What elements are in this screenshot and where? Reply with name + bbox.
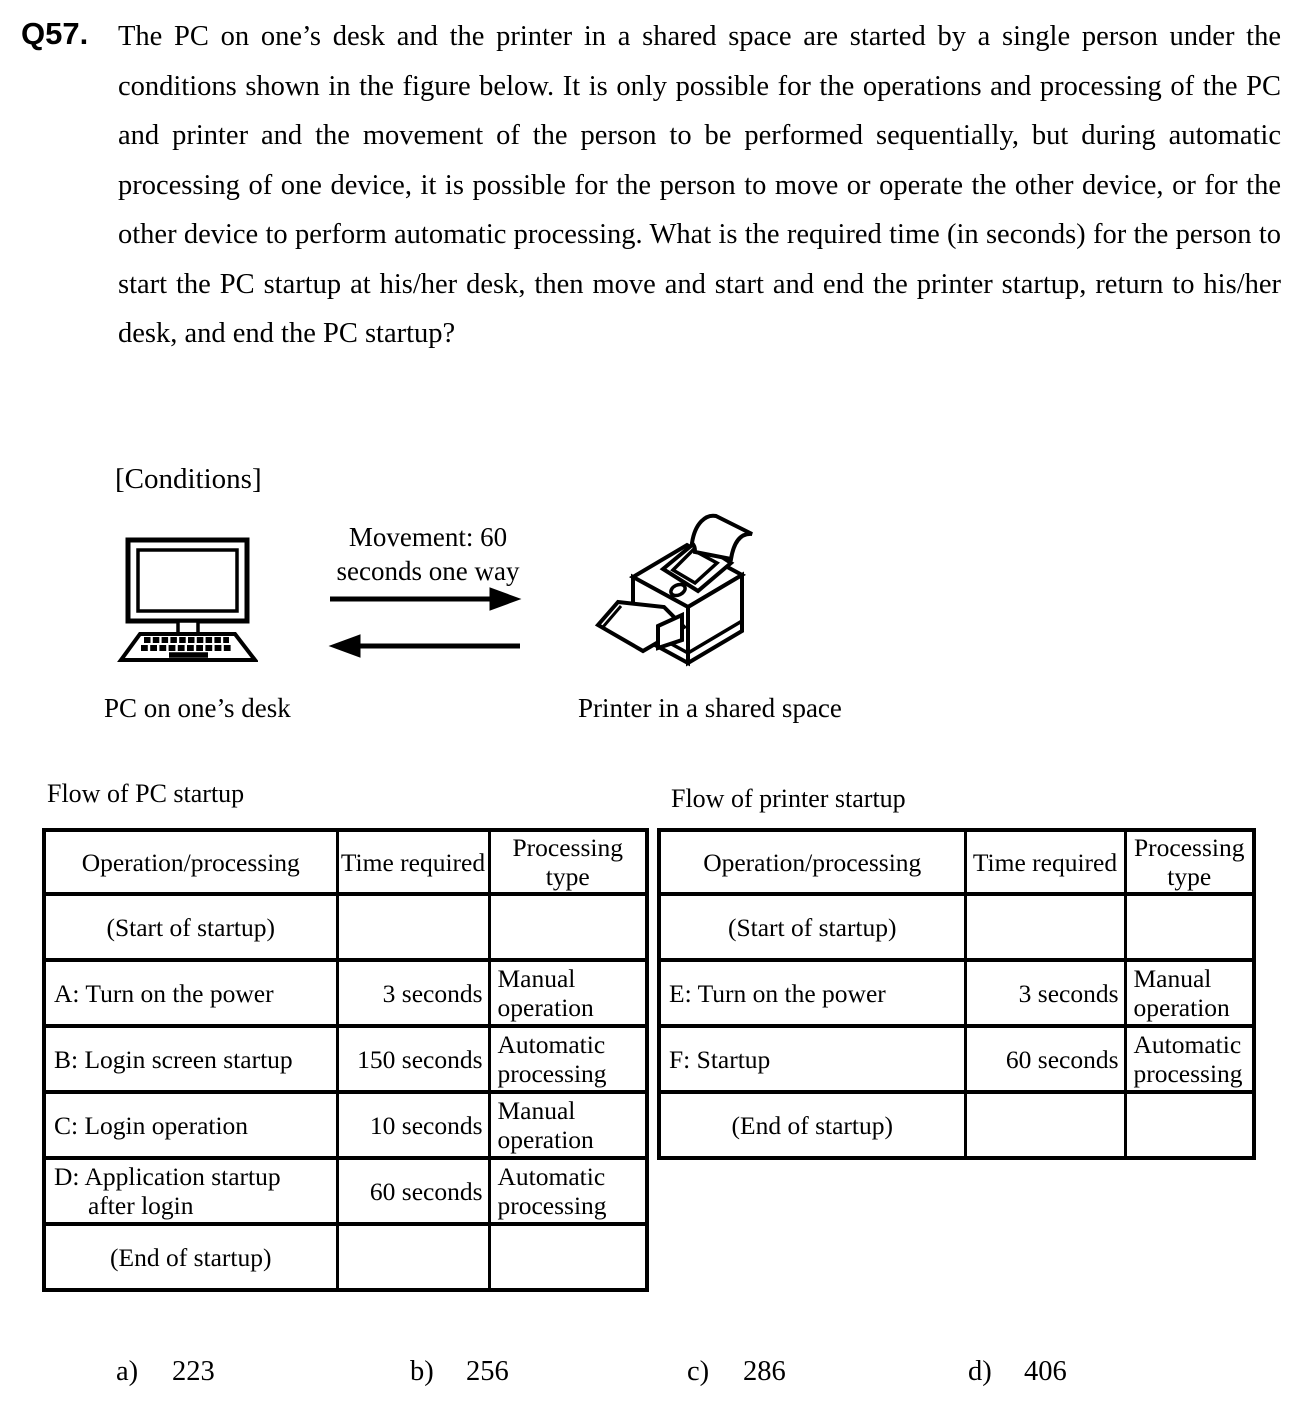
cell-time: 60 seconds [965, 1026, 1125, 1092]
table-row [44, 1026, 647, 1092]
column-header-time: Time required [965, 830, 1125, 894]
table-row [44, 1092, 647, 1158]
table-header-row [659, 830, 1254, 894]
table-row [659, 1092, 1254, 1158]
pc-label: PC on one’s desk [104, 693, 291, 723]
cell-time: 60 seconds [337, 1158, 489, 1224]
column-header-type: Processing type [489, 830, 647, 894]
table-row [659, 894, 1254, 960]
pc-table-title: Flow of PC startup [47, 779, 245, 808]
cell-type: Automatic processing [489, 1158, 647, 1224]
option-a [116, 1356, 215, 1388]
cell-time [965, 1092, 1125, 1158]
desktop-pc-icon [116, 532, 258, 664]
column-header-type: Processing type [1125, 830, 1254, 894]
cell-operation: A: Turn on the power [44, 960, 337, 1026]
column-header-operation: Operation/processing [44, 830, 337, 894]
printer-startup-table [657, 828, 1256, 1160]
option-b [410, 1356, 509, 1388]
cell-operation: F: Startup [659, 1026, 965, 1092]
option-value: 223 [172, 1356, 215, 1387]
cell-operation: E: Turn on the power [659, 960, 965, 1026]
cell-type [1125, 1092, 1254, 1158]
cell-time [337, 1224, 489, 1290]
table-header-row [44, 830, 647, 894]
table-row [659, 960, 1254, 1026]
question-number: Q57. [21, 16, 89, 51]
cell-type [489, 1224, 647, 1290]
table-row [44, 894, 647, 960]
cell-type [489, 894, 647, 960]
question-text: The PC on one’s desk and the printer in a shared space are started by a single person under the conditions shown in the figure below. It is only possible for the operations and processing of the PC and printer and the movement of the person to be performed sequentially, but during automatic processing of one device, it is possible for the person to move or operate the other device, or for the other device to perform automatic processing. What is the required time (in seconds) for the person to start the PC startup at his/her desk, then move and start and end the printer startup, return to his/her desk, and end the PC startup? [118, 21, 1281, 349]
cell-operation: (Start of startup) [44, 894, 337, 960]
movement-label [323, 520, 533, 588]
cell-operation: C: Login operation [44, 1092, 337, 1158]
option-letter: d) [968, 1356, 992, 1387]
cell-type: Automatic processing [1125, 1026, 1254, 1092]
movement-arrows [323, 583, 533, 668]
cell-type [1125, 894, 1254, 960]
option-value: 286 [743, 1356, 786, 1387]
option-d [968, 1356, 1067, 1388]
cell-time [337, 894, 489, 960]
arrow-left-icon [330, 635, 520, 657]
table-row [44, 960, 647, 1026]
table-row [44, 1224, 647, 1290]
cell-time: 3 seconds [965, 960, 1125, 1026]
printer-paper [692, 516, 752, 559]
printer-table-title: Flow of printer startup [671, 784, 906, 813]
pc-startup-table [42, 828, 649, 1292]
cell-type: Automatic processing [489, 1026, 647, 1092]
option-value: 256 [466, 1356, 509, 1387]
cell-time: 3 seconds [337, 960, 489, 1026]
cell-operation: (Start of startup) [659, 894, 965, 960]
cell-type: Manual operation [489, 1092, 647, 1158]
cell-operation: D: Application startup after login [44, 1158, 337, 1224]
option-c [687, 1356, 786, 1388]
option-letter: b) [410, 1356, 434, 1387]
option-value: 406 [1024, 1356, 1067, 1387]
table-row [44, 1158, 647, 1224]
cell-type: Manual operation [1125, 960, 1254, 1026]
cell-operation: (End of startup) [44, 1224, 337, 1290]
cell-operation: B: Login screen startup [44, 1026, 337, 1092]
cell-time: 150 seconds [337, 1026, 489, 1092]
conditions-heading: [Conditions] [115, 463, 262, 495]
column-header-operation: Operation/processing [659, 830, 965, 894]
option-letter: a) [116, 1356, 139, 1387]
movement-label-line2: seconds one way [336, 556, 520, 586]
column-header-time: Time required [337, 830, 489, 894]
table-row [659, 1026, 1254, 1092]
arrow-right-icon [330, 588, 520, 610]
printer-icon [585, 495, 770, 685]
cell-time [965, 894, 1125, 960]
option-letter: c) [687, 1356, 710, 1387]
cell-type: Manual operation [489, 960, 647, 1026]
monitor-screen [138, 550, 237, 611]
cell-operation: (End of startup) [659, 1092, 965, 1158]
movement-label-line1: Movement: 60 [348, 522, 508, 552]
printer-label: Printer in a shared space [578, 693, 842, 723]
cell-time: 10 seconds [337, 1092, 489, 1158]
